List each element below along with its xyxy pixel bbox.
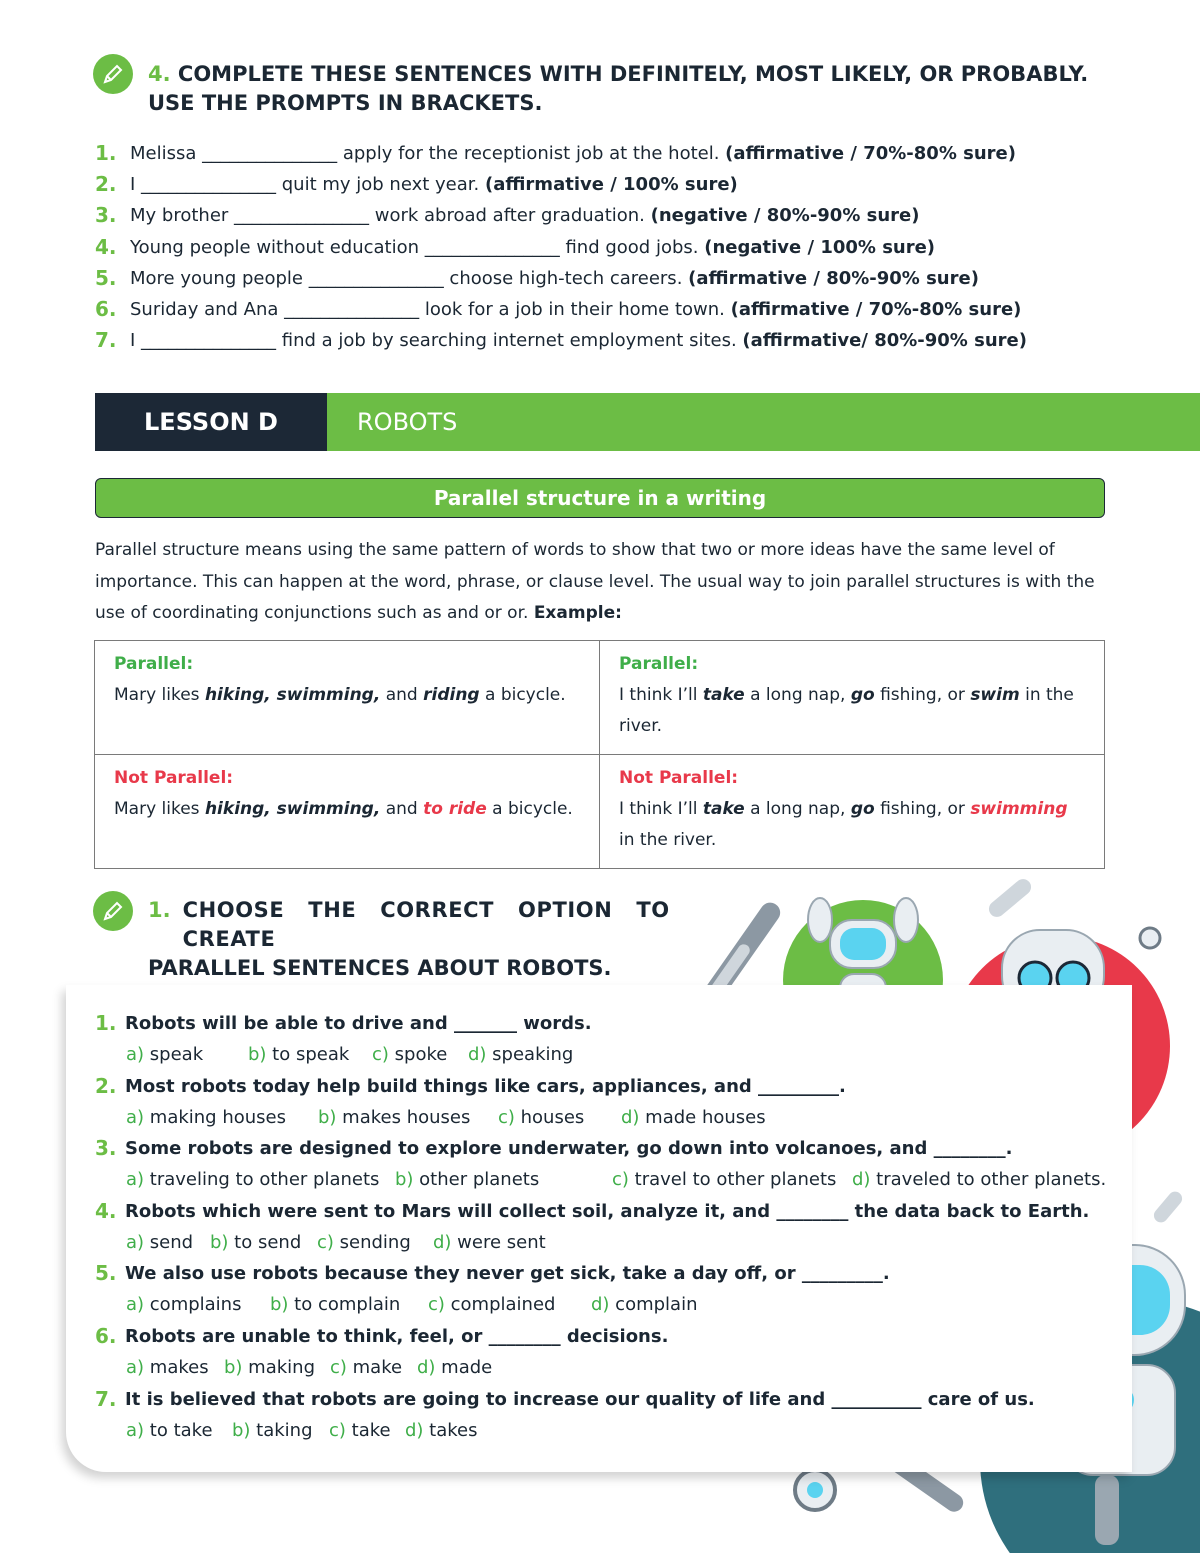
option-letter: a) xyxy=(126,1357,150,1378)
option-text: were sent xyxy=(457,1231,546,1253)
option-text: make xyxy=(352,1357,403,1378)
answer-option[interactable] xyxy=(468,1043,573,1067)
answer-option[interactable] xyxy=(318,1106,470,1130)
option-text: sending xyxy=(339,1231,411,1253)
rule-title: Parallel structure in a writing xyxy=(95,478,1105,518)
option-letter: a) xyxy=(126,1419,150,1441)
option-letter: c) xyxy=(317,1231,340,1253)
option-letter: d) xyxy=(417,1357,442,1378)
option-letter: d) xyxy=(405,1419,430,1441)
answer-option[interactable] xyxy=(612,1168,836,1192)
option-text: taking xyxy=(256,1419,313,1441)
answer-option[interactable] xyxy=(428,1293,555,1317)
robot-hand-icon xyxy=(1151,1189,1185,1226)
answer-option[interactable] xyxy=(126,1419,213,1443)
item-number: 6. xyxy=(95,297,117,321)
option-text: makes xyxy=(149,1357,209,1378)
option-letter: b) xyxy=(224,1357,249,1378)
question-text: Robots which were sent to Mars will collect soil, analyze it, and ________ the data back to Earth. xyxy=(125,1200,1090,1222)
lesson-banner xyxy=(95,393,1200,451)
option-text: to complain xyxy=(294,1294,401,1316)
answer-option[interactable] xyxy=(621,1106,766,1130)
option-text: to take xyxy=(149,1419,213,1441)
option-text: takes xyxy=(429,1419,478,1441)
option-text: made xyxy=(441,1357,493,1378)
answer-option[interactable] xyxy=(248,1043,349,1067)
option-text: makes houses xyxy=(342,1106,471,1128)
answer-option[interactable] xyxy=(852,1168,1106,1192)
option-letter: b) xyxy=(210,1231,235,1253)
option-text: spoke xyxy=(394,1044,448,1065)
item-text: I _______________ quit my job next year. (affirmative / 100% sure) xyxy=(130,174,738,196)
answer-option[interactable] xyxy=(126,1293,241,1317)
question-text: Robots will be able to drive and _______ words. xyxy=(125,1013,592,1034)
item-text: Young people without education _______________ find good jobs. (negative / 100% sure) xyxy=(130,236,936,258)
item-number: 3. xyxy=(95,203,117,228)
robot-hand-icon xyxy=(986,876,1035,920)
answer-option[interactable] xyxy=(417,1356,492,1380)
option-letter: b) xyxy=(318,1106,343,1128)
question-number: 2. xyxy=(95,1073,117,1098)
question-text: Some robots are designed to explore underwater, go down into volcanoes, and ________. xyxy=(125,1138,1013,1160)
lesson-topic: ROBOTS xyxy=(357,408,458,436)
item-number: 1. xyxy=(95,141,117,165)
option-letter: a) xyxy=(126,1169,150,1191)
option-text: send xyxy=(149,1231,194,1253)
answer-option[interactable] xyxy=(126,1231,193,1255)
answer-option[interactable] xyxy=(372,1043,447,1067)
item-prompt: (negative / 100% sure) xyxy=(704,236,936,258)
question-text: Robots are unable to think, feel, or ________ decisions. xyxy=(125,1326,669,1347)
answer-option[interactable] xyxy=(232,1419,313,1443)
option-letter: d) xyxy=(591,1294,616,1316)
option-letter: a) xyxy=(126,1106,150,1128)
option-letter: d) xyxy=(852,1169,877,1191)
item-text: My brother _______________ work abroad after graduation. (negative / 80%-90% sure) xyxy=(130,205,920,227)
answer-option[interactable] xyxy=(591,1293,697,1317)
option-letter: c) xyxy=(372,1044,395,1065)
answer-option[interactable] xyxy=(270,1293,400,1317)
answer-option[interactable] xyxy=(224,1356,315,1380)
option-text: made houses xyxy=(645,1106,766,1128)
option-letter: a) xyxy=(126,1231,150,1253)
example-cell: Parallel: I think I’ll take a long nap, go fishing, or swim in the river. xyxy=(600,641,1105,755)
option-text: travel to other planets xyxy=(634,1169,837,1191)
answer-option[interactable] xyxy=(433,1231,546,1255)
item-prompt: (affirmative / 70%-80% sure) xyxy=(730,299,1022,320)
answer-option[interactable] xyxy=(330,1356,402,1380)
item-text: I _______________ find a job by searching internet employment sites. (affirmative/ 80%-90% sure) xyxy=(130,330,1027,352)
question-number: 1. xyxy=(95,1011,117,1035)
answer-option[interactable] xyxy=(126,1106,286,1130)
examples-table xyxy=(94,640,1105,869)
answer-option[interactable] xyxy=(395,1168,539,1192)
option-letter: b) xyxy=(395,1169,420,1191)
item-prompt: (affirmative / 70%-80% sure) xyxy=(725,143,1016,164)
bolt-icon xyxy=(1140,928,1160,948)
option-text: to speak xyxy=(272,1044,350,1065)
option-letter: c) xyxy=(612,1169,635,1191)
option-letter: c) xyxy=(330,1357,353,1378)
item-number: 7. xyxy=(95,328,117,353)
question-text: We also use robots because they never get sick, take a day off, or _________. xyxy=(125,1263,890,1285)
question-number: 6. xyxy=(95,1324,117,1348)
option-text: speaking xyxy=(492,1044,574,1065)
lesson-label: LESSON D xyxy=(95,393,327,451)
option-text: speak xyxy=(149,1044,204,1065)
answer-option[interactable] xyxy=(126,1043,203,1067)
option-text: making xyxy=(248,1357,315,1378)
option-letter: c) xyxy=(329,1419,352,1441)
option-text: to send xyxy=(234,1231,302,1253)
answer-option[interactable] xyxy=(126,1356,209,1380)
item-prompt: (affirmative / 80%-90% sure) xyxy=(688,267,979,289)
exercise-4-title: 4. COMPLETE THESE SENTENCES WITH DEFINITELY, MOST LIKELY, OR PROBABLY. USE THE PROMPTS IN BRACKETS. xyxy=(148,62,1089,115)
answer-option[interactable] xyxy=(405,1419,478,1443)
explanation-paragraph: Parallel structure means using the same pattern of words to show that two or more ideas have the same level of importance. This can happen at the word, phrase, or clause level. The usual way to join parallel structures is with the use of coordinating conjunctions such as and or or. Example: xyxy=(95,540,1095,623)
item-number: 2. xyxy=(95,172,117,197)
option-text: other planets xyxy=(419,1169,540,1191)
option-text: houses xyxy=(520,1106,585,1128)
option-letter: b) xyxy=(232,1419,257,1441)
option-text: complained xyxy=(450,1294,556,1316)
pencil-icon xyxy=(93,54,133,94)
item-text: Suriday and Ana _______________ look for a job in their home town. (affirmative / 70%-80% sure) xyxy=(130,299,1022,320)
item-number: 5. xyxy=(95,265,117,290)
question-number: 5. xyxy=(95,1261,117,1286)
answer-option[interactable] xyxy=(210,1231,301,1255)
option-text: take xyxy=(351,1419,391,1441)
answer-option[interactable] xyxy=(498,1106,584,1130)
item-prompt: (affirmative/ 80%-90% sure) xyxy=(742,330,1027,352)
option-text: making houses xyxy=(149,1106,286,1128)
question-number: 3. xyxy=(95,1136,117,1161)
exercise-1-title: 1. CHOOSE THE CORRECT OPTION TO CREATE PARALLEL SENTENCES ABOUT ROBOTS. xyxy=(148,898,670,980)
option-text: traveled to other planets. xyxy=(876,1169,1107,1191)
example-cell: Not Parallel: I think I’ll take a long nap, go fishing, or swimming in the river. xyxy=(600,755,1105,869)
answer-option[interactable] xyxy=(317,1231,411,1255)
example-cell: Parallel: Mary likes hiking, swimming, and riding a bicycle. xyxy=(95,641,600,755)
item-text: More young people _______________ choose high-tech careers. (affirmative / 80%-90% sure) xyxy=(130,267,979,289)
question-number: 7. xyxy=(95,1386,117,1411)
item-number: 4. xyxy=(95,234,117,259)
item-text: Melissa _______________ apply for the receptionist job at the hotel. (affirmative / 70%-80% sure) xyxy=(130,143,1016,164)
option-letter: b) xyxy=(270,1294,295,1316)
question-number: 4. xyxy=(95,1198,117,1223)
option-text: complain xyxy=(615,1294,698,1316)
item-prompt: (affirmative / 100% sure) xyxy=(484,174,738,196)
answer-option[interactable] xyxy=(329,1419,391,1443)
option-letter: c) xyxy=(428,1294,451,1316)
option-letter: d) xyxy=(621,1106,646,1128)
answer-option[interactable] xyxy=(126,1168,379,1192)
option-letter: a) xyxy=(126,1044,150,1065)
option-letter: c) xyxy=(498,1106,521,1128)
item-prompt: (negative / 80%-90% sure) xyxy=(650,205,920,227)
option-letter: b) xyxy=(248,1044,273,1065)
option-text: complains xyxy=(149,1294,242,1316)
option-letter: a) xyxy=(126,1294,150,1316)
question-text: Most robots today help build things like cars, appliances, and _________. xyxy=(125,1075,846,1097)
example-cell: Not Parallel: Mary likes hiking, swimming, and to ride a bicycle. xyxy=(95,755,600,869)
option-letter: d) xyxy=(433,1231,458,1253)
option-letter: d) xyxy=(468,1044,493,1065)
question-text: It is believed that robots are going to increase our quality of life and __________ care of us. xyxy=(125,1388,1035,1410)
pencil-icon xyxy=(93,891,133,931)
option-text: traveling to other planets xyxy=(149,1169,380,1191)
